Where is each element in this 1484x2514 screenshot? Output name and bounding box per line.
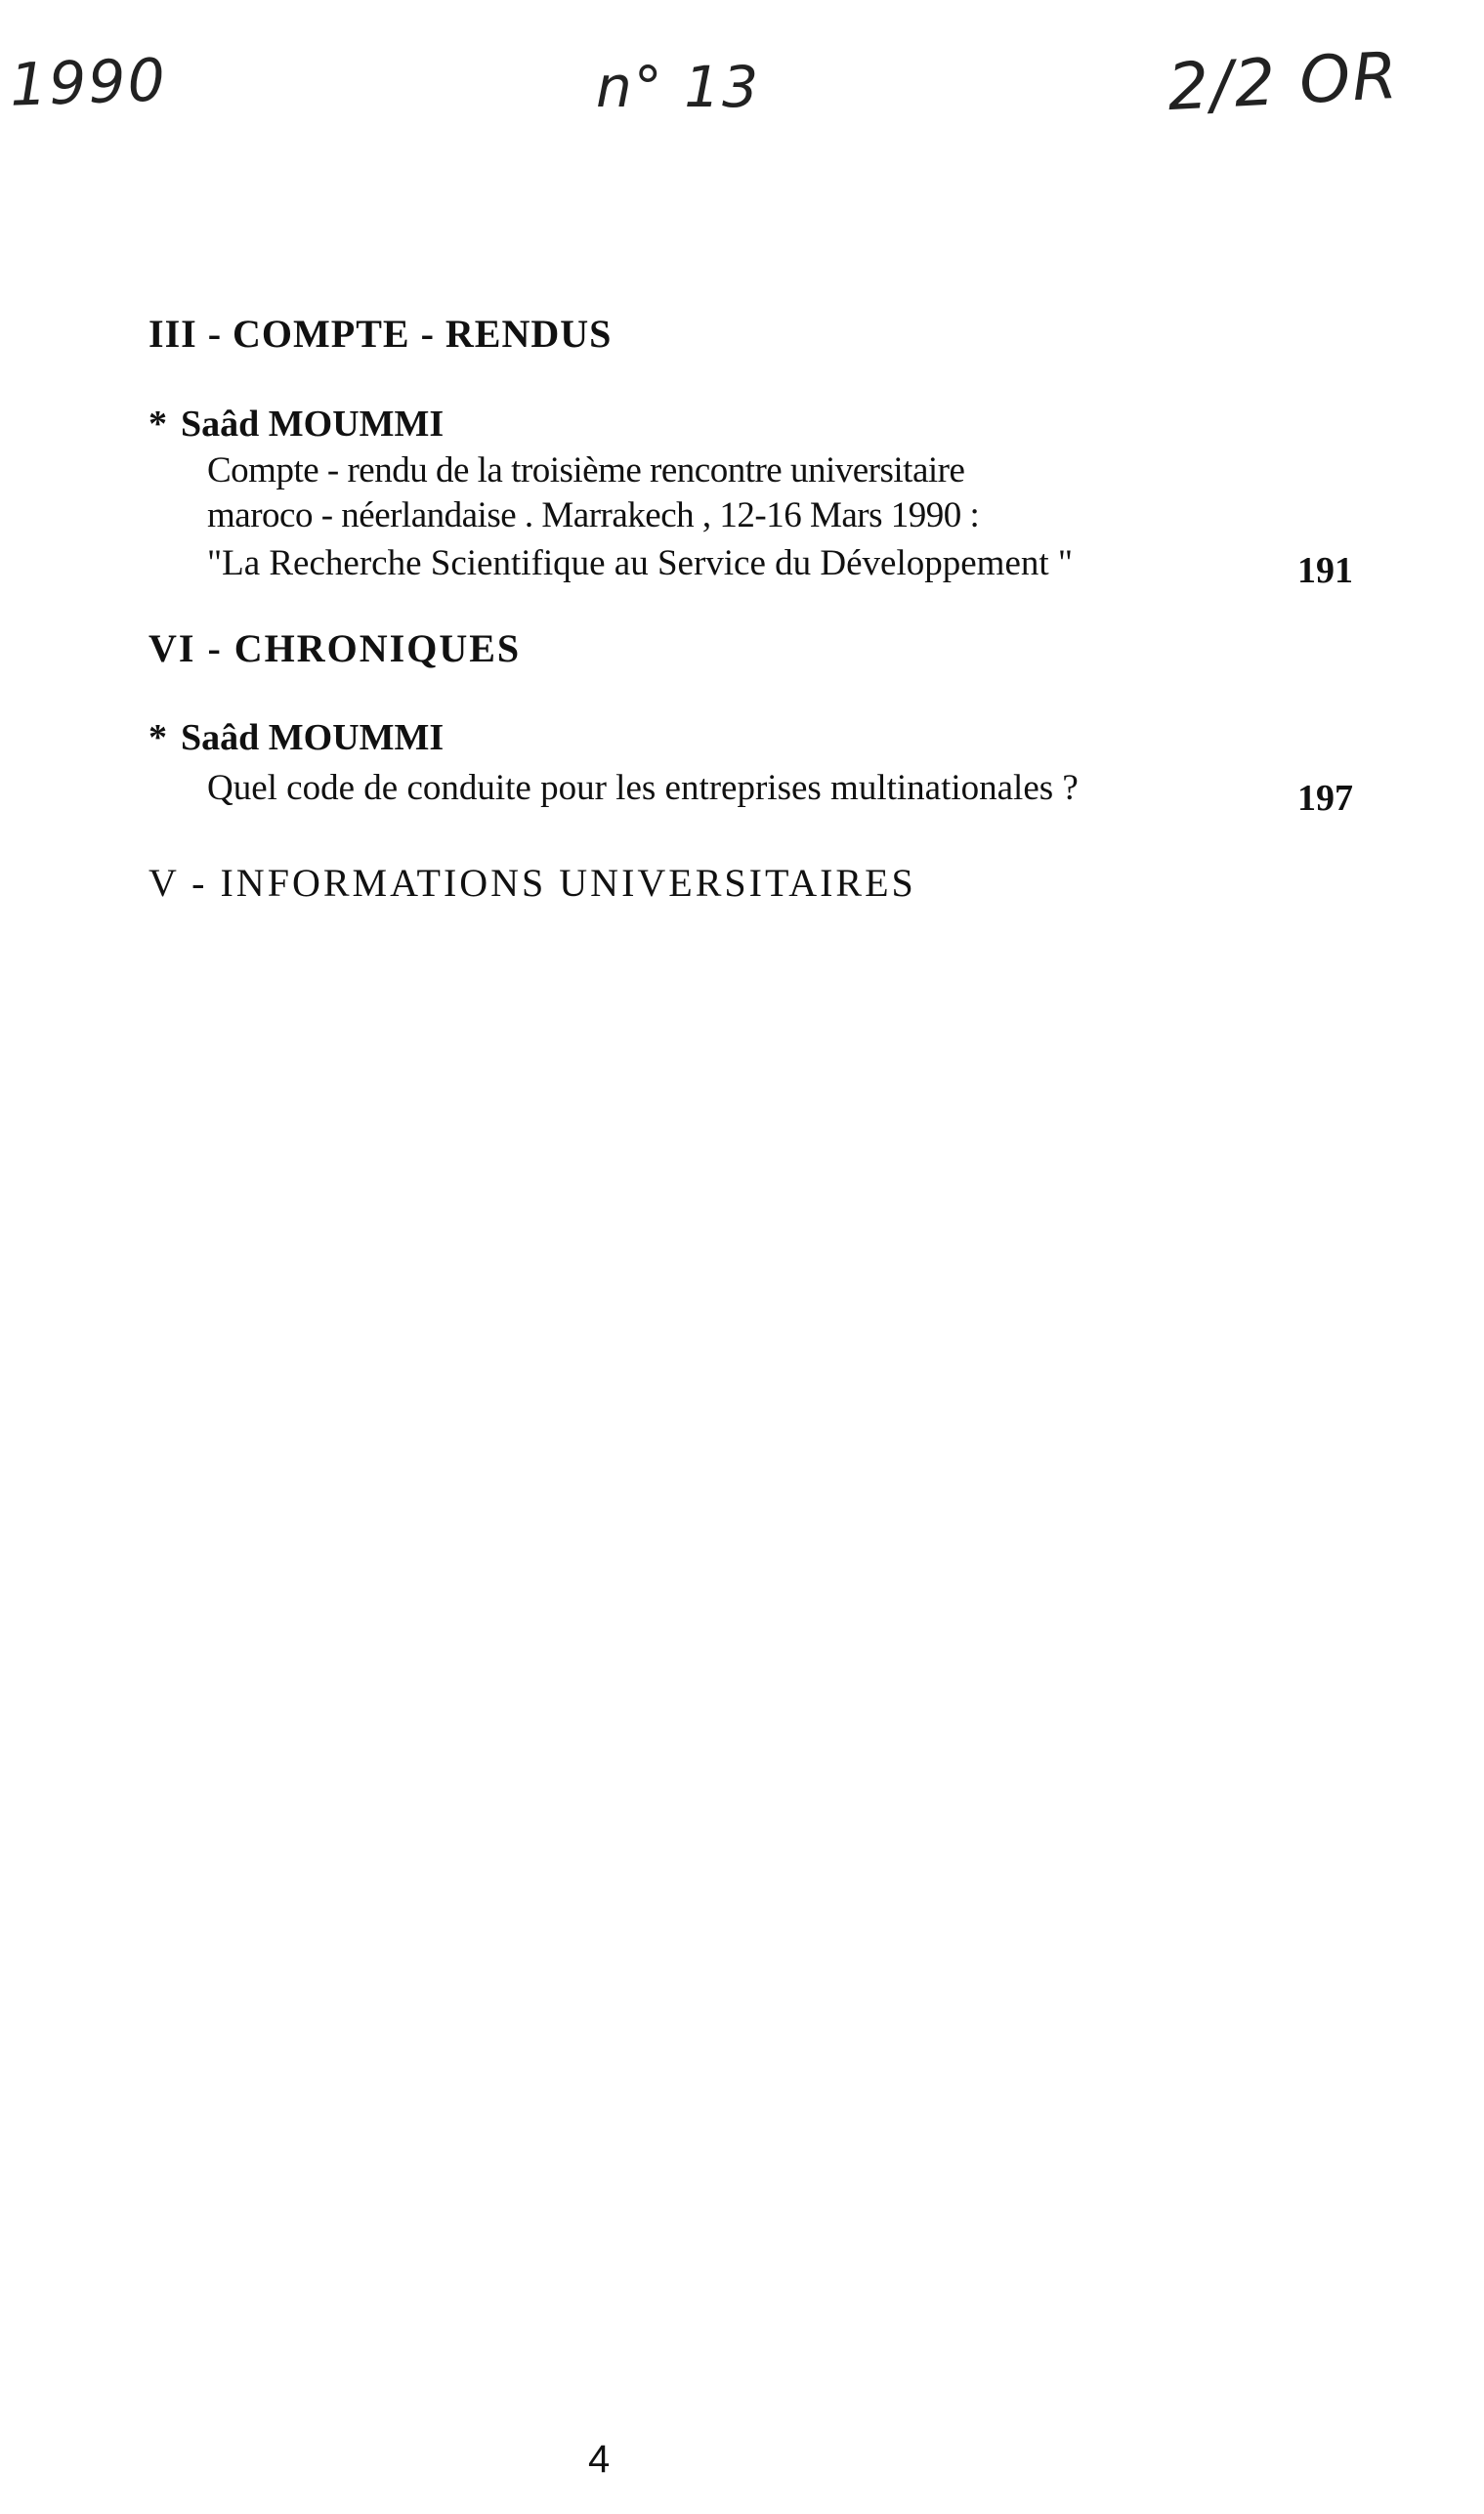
entry-title-line: Compte - rendu de la troisième rencontre universitaire <box>207 450 965 490</box>
handwritten-reference: 2/2 OR <box>1166 37 1401 126</box>
entry-title-line: Quel code de conduite pour les entreprises multinationales ? <box>207 768 1079 808</box>
author-name: Saâd MOUMMI <box>181 404 445 445</box>
page-folio-number: 4 <box>588 2438 611 2481</box>
section-heading-compte-rendus: III - COMPTE - RENDUS <box>148 312 613 356</box>
entry-page-number: 197 <box>1297 778 1353 819</box>
entry-page-number: 191 <box>1297 550 1353 591</box>
entry-title-line: "La Recherche Scientifique au Service du Développement " <box>207 543 1073 583</box>
section-heading-informations-universitaires: V - INFORMATIONS UNIVERSITAIRES <box>148 861 916 905</box>
entry-title-line: maroco - néerlandaise . Marrakech , 12-16 Mars 1990 : <box>207 495 980 535</box>
handwritten-issue-number: n° 13 <box>596 54 760 120</box>
bullet-star: * <box>148 404 167 445</box>
entry-author <box>148 716 444 759</box>
section-heading-chroniques: VI - CHRONIQUES <box>148 626 522 670</box>
author-name: Saâd MOUMMI <box>181 717 445 758</box>
entry-author <box>148 403 444 446</box>
handwritten-year: 1990 <box>8 46 168 120</box>
bullet-star: * <box>148 717 167 758</box>
